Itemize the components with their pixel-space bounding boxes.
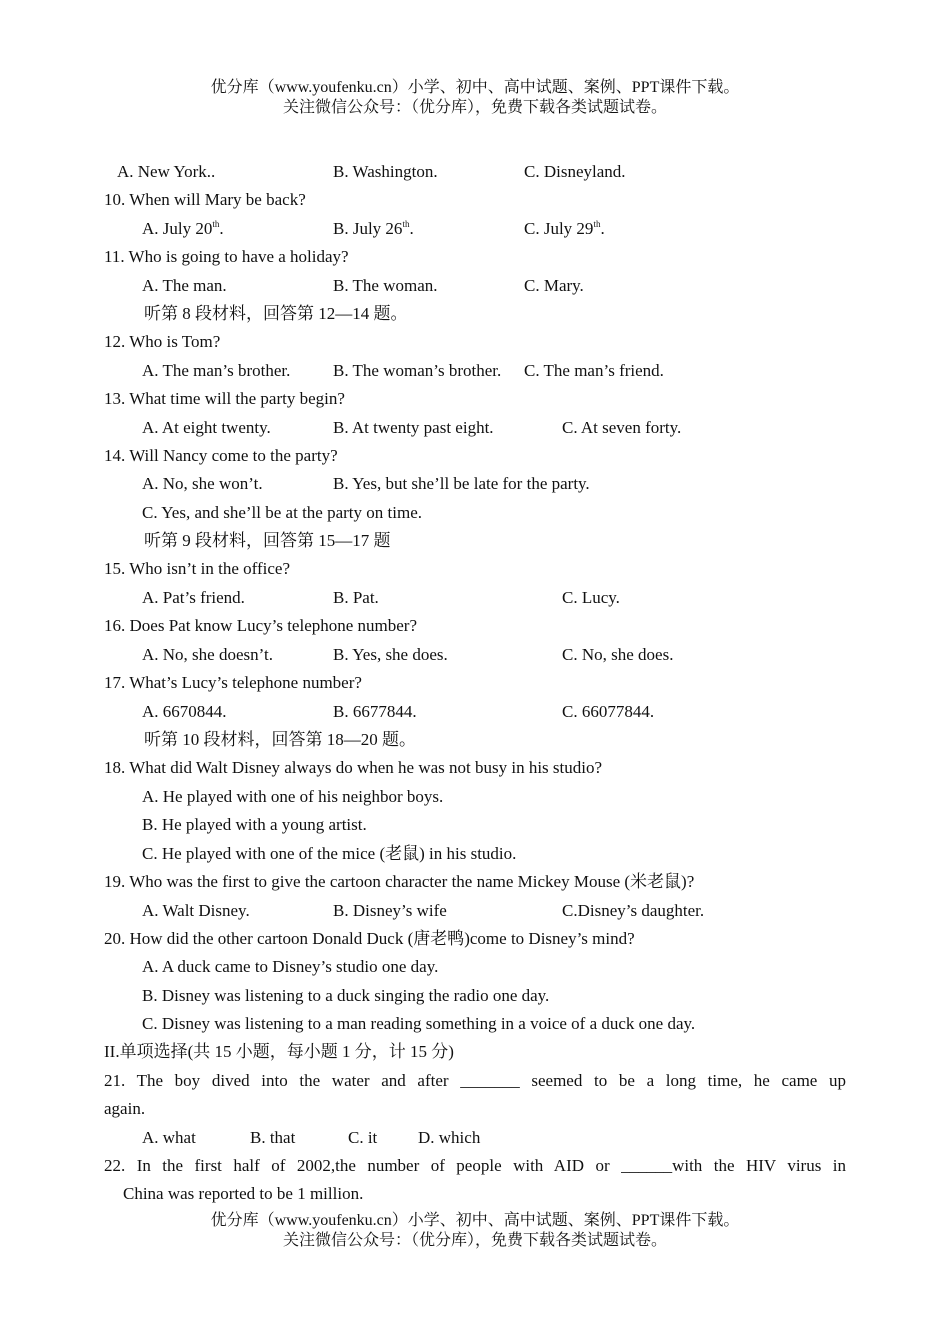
q16-option-c: C. No, she does. [562,645,674,664]
q17-option-a: A. 6670844. [142,702,227,721]
q22-stem-line-2: China was reported to be 1 million. [123,1184,364,1203]
q13-option-a: A. At eight twenty. [142,418,271,437]
q13-stem: 13. What time will the party begin? [104,389,345,408]
q16-option-a: A. No, she doesn’t. [142,645,273,664]
footer-line-1: 优分库（www.youfenku.cn）小学、初中、高中试题、案例、PPT课件下载。 [210,1212,740,1229]
q21-option-a: A. what [142,1128,196,1147]
section-8-instruction: 听第 8 段材料，回答第 12—14 题。 [144,304,408,323]
q16-stem: 16. Does Pat know Lucy’s telephone number? [104,616,418,635]
q10-option-c: C. July 29th. [524,219,605,238]
q19-option-b: B. Disney’s wife [333,901,447,920]
q14-option-c: C. Yes, and she’ll be at the party on time. [142,503,422,522]
q14-stem: 14. Will Nancy come to the party? [104,446,338,465]
q21-stem-line-1: 21. The boy dived into the water and after _______ seemed to be a long time, he came up [104,1071,846,1090]
q22-stem-line-1: 22. In the first half of 2002,the number of people with AID or ______with the HIV virus in [104,1156,846,1175]
q19-option-a: A. Walt Disney. [142,901,250,920]
q16-option-b: B. Yes, she does. [333,645,448,664]
q20-option-c: C. Disney was listening to a man reading something in a voice of a duck one day. [142,1014,696,1033]
q19-option-c: C.Disney’s daughter. [562,901,705,920]
part-2-heading: II.单项选择(共 15 小题，每小题 1 分，计 15 分) [104,1042,454,1061]
q12-option-a: A. The man’s brother. [142,361,291,380]
q17-stem: 17. What’s Lucy’s telephone number? [104,673,362,692]
header-line-2: 关注微信公众号：（优分库），免费下载各类试题试卷。 [282,99,667,116]
q11-option-c: C. Mary. [524,276,584,295]
q21-option-c: C. it [348,1128,378,1147]
q10-option-b: B. July 26th. [333,219,414,238]
q21-option-d: D. which [418,1128,481,1147]
q18-stem: 18. What did Walt Disney always do when he was not busy in his studio? [104,758,603,777]
q18-option-a: A. He played with one of his neighbor boys. [142,787,444,806]
q15-option-a: A. Pat’s friend. [142,588,245,607]
q18-option-c: C. He played with one of the mice (老鼠) in his studio. [142,844,517,863]
q12-stem: 12. Who is Tom? [104,332,221,351]
q11-stem: 11. Who is going to have a holiday? [104,247,349,266]
q18-option-b: B. He played with a young artist. [142,815,367,834]
q10-stem: 10. When will Mary be back? [104,190,306,209]
section-9-instruction: 听第 9 段材料，回答第 15—17 题 [144,531,391,550]
section-10-instruction: 听第 10 段材料，回答第 18—20 题。 [144,730,416,749]
footer-line-2: 关注微信公众号：（优分库），免费下载各类试题试卷。 [282,1232,667,1249]
header-line-1: 优分库（www.youfenku.cn）小学、初中、高中试题、案例、PPT课件下载。 [210,79,740,96]
q11-option-b: B. The woman. [333,276,438,295]
q20-stem: 20. How did the other cartoon Donald Duck (唐老鸭)come to Disney’s mind? [104,929,635,948]
q11-option-a: A. The man. [142,276,227,295]
q14-option-b: B. Yes, but she’ll be late for the party. [333,474,590,493]
q13-option-c: C. At seven forty. [562,418,682,437]
q13-option-b: B. At twenty past eight. [333,418,494,437]
q21-stem-line-2: again. [104,1099,146,1118]
q12-option-b: B. The woman’s brother. [333,361,502,380]
q19-stem: 19. Who was the first to give the cartoon character the name Mickey Mouse (米老鼠)? [104,872,695,891]
q9-option-a: A. New York.. [117,162,216,181]
q15-option-b: B. Pat. [333,588,379,607]
q12-option-c: C. The man’s friend. [524,361,664,380]
q14-option-a: A. No, she won’t. [142,474,263,493]
q10-option-a: A. July 20th. [142,219,224,238]
q20-option-a: A. A duck came to Disney’s studio one day. [142,957,439,976]
q15-stem: 15. Who isn’t in the office? [104,559,291,578]
q17-option-b: B. 6677844. [333,702,417,721]
q9-option-c: C. Disneyland. [524,162,626,181]
q15-option-c: C. Lucy. [562,588,620,607]
q21-option-b: B. that [250,1128,296,1147]
q17-option-c: C. 66077844. [562,702,655,721]
q9-option-b: B. Washington. [333,162,438,181]
q20-option-b: B. Disney was listening to a duck singing the radio one day. [142,986,550,1005]
